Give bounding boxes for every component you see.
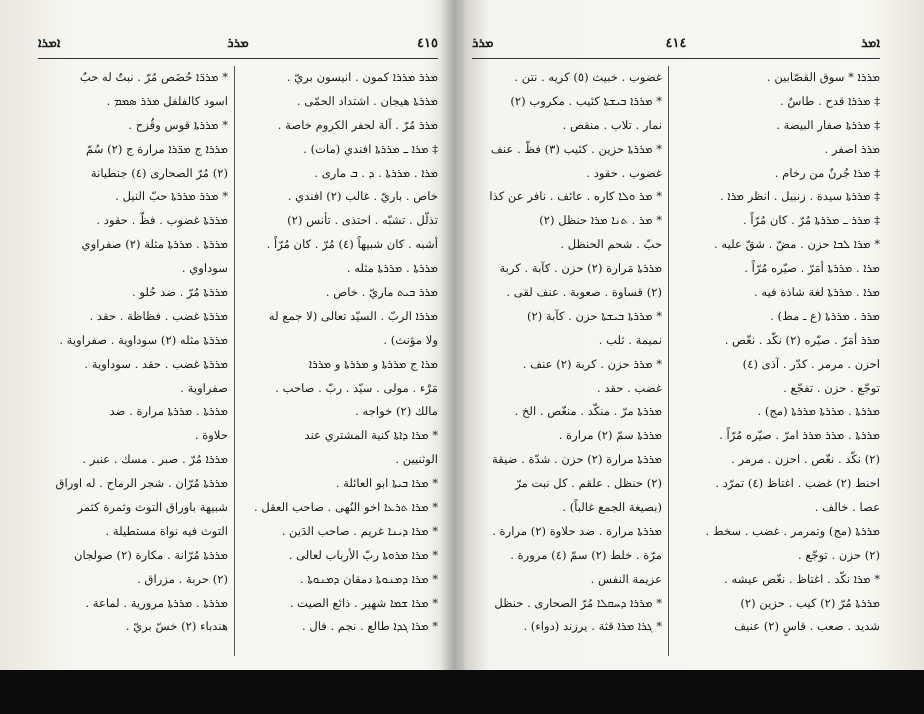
dictionary-line: شديد . صعب . قاسٍ (٢) عنيف xyxy=(734,619,880,634)
left-page xyxy=(38,36,438,656)
dictionary-line: ܡܪܪܐ الربّ . السيّد تعالى (لا جمع له xyxy=(268,308,438,323)
dictionary-line: ܡܪܪܬܐ . ܡܪܪܬܐ مرارة . ضد xyxy=(109,404,228,419)
dictionary-line: ܡܪܪ مُرّ . آلة لحفر الكروم خاصة . xyxy=(277,117,438,132)
right-header-rule xyxy=(472,58,880,59)
dictionary-line: ܡܪܪܐ ج ܡܪ̈ܪܐ مرارة ج (٢) سُمّ xyxy=(85,141,228,156)
dictionary-line: ܡܪܐ . ܡܪܪܬܐ أمَرّ . صيّره مُرّاً . xyxy=(744,261,880,276)
left-page-column-a xyxy=(248,66,438,639)
dictionary-line: * ܡܪܐ ܡܪܘܬܐ ربّ الأرباب لعالى . xyxy=(288,547,438,562)
dictionary-line: أشبه . كان شبيهاً (٤) مُرّ . كان مُرّاً . xyxy=(266,237,438,252)
dictionary-line: ܡܪܪܬܐ . ܡܪܪܬܐ مرورية . لماعة . xyxy=(85,595,228,610)
dictionary-line: ‡ ܡܪܪܐ قدح . طاسٌ . xyxy=(780,93,880,108)
dictionary-line: حلاوة . xyxy=(194,428,228,443)
left-page-column-b xyxy=(38,66,228,639)
left-header-rule xyxy=(38,58,438,59)
dictionary-line: صفراوية . xyxy=(180,380,228,395)
dictionary-line: ܡܪܪܬܐ مُرّ (٢) كيب . حزين (٢) xyxy=(740,595,880,610)
dictionary-line: خاص . باريّ . غالب (٢) افندي . xyxy=(287,189,438,204)
dictionary-line: ܡܪܪܬܐ مُرّان . شجر الرماح . له اوراق xyxy=(55,476,228,491)
dictionary-line: التوث فيه نواة مستطيلة . xyxy=(105,523,228,538)
dictionary-line: ܡܪܐ ج ܡܪܪܬܐ و ܡܪܪܬܐ و ܡܪܪܐ xyxy=(308,356,438,371)
dictionary-line: ܡܪܪ أمَرّ . صيّره (٢) نكّد . نغّص . xyxy=(724,332,880,347)
dictionary-line: ܡܪܪܬܐ . ܡܪܪܬܐ مثله . xyxy=(346,261,438,276)
dictionary-line: ܡܪܪ . ܡܪܪܬܐ (ع ـ مط) . xyxy=(770,308,880,323)
dictionary-line: عزيمة النفس . xyxy=(590,571,662,586)
dictionary-line: ولا مؤنث) . xyxy=(383,332,438,347)
dictionary-line: (٢) حربة . مزراق . xyxy=(137,571,228,586)
right-page-column-a xyxy=(690,66,880,639)
dictionary-line: ‡ ܡܪܐ ـ ܡܪܪܬܐ افندي (مات) . xyxy=(303,141,438,156)
dictionary-line: ܡܪܪܬܐ هيجان . اشتداد الحمّى . xyxy=(296,93,438,108)
right-header-left: ܡܪܪ xyxy=(472,36,494,51)
dictionary-line: غضب . حقد . xyxy=(596,380,662,395)
dictionary-line: * ܓܪܐ ܡܪܐ قثة . يرزند (دواء) . xyxy=(523,619,662,634)
dictionary-line: * ܡܪܪܬܐ قوس وقُزح . xyxy=(128,117,228,132)
dictionary-line: احزن . مرمر . كدّر . آذى (٤) xyxy=(742,356,880,371)
dictionary-line: عصا . خالف . xyxy=(814,500,880,515)
left-column-separator xyxy=(234,66,235,656)
dictionary-line: ‡ ܡܪܪܬܐ صفار البيضة . xyxy=(776,117,880,132)
dictionary-line: نمار . تلاب . منقص . xyxy=(562,117,662,132)
dictionary-line: * ܡܪܪܬܐ حزين . كئيب (٣) فظّ . عنف xyxy=(490,141,662,156)
dictionary-line: ܡܪܪܬܐ مثله (٢) سوداوية . صفراوية . xyxy=(59,332,228,347)
dictionary-line: * ܡܪܪ حزن . كربة (٢) عنف . xyxy=(522,356,662,371)
dictionary-line: نميمة . ثلب . xyxy=(598,332,662,347)
dictionary-line: تذلّل . تشبّه . احتذى . تأنس (٢) xyxy=(287,213,438,228)
dictionary-line: ܡܪܪ اصفر . xyxy=(824,141,880,156)
right-page-header xyxy=(472,36,880,58)
dictionary-line: ܡܪܪܬܐ غضوب . فظّ . حقود . xyxy=(96,213,228,228)
dictionary-line: ܡܪܪܬܐ مُرّانة . مكارة (٢) صولجان xyxy=(73,547,228,562)
dictionary-line: ܡܪܪܬܐ مرّ . منكّد . منغّص . الخ . xyxy=(514,404,662,419)
right-page-column-b xyxy=(472,66,662,639)
dictionary-line: مرّة . خلط (٢) سمّ (٤) مرورة . xyxy=(510,547,662,562)
dictionary-line: (٢) مُرّ الصحارى (٤) جنطيانة xyxy=(90,165,228,180)
left-page-number: ٤١٥ xyxy=(417,36,438,51)
dictionary-line: ܡܪܐ . ܡܪܪܬܐ لغة شاذة فيه . xyxy=(754,285,880,300)
dictionary-line: * ܡܪܪܐ ܒܝܫܬܐ كئيب . مكروب (٢) xyxy=(510,93,662,108)
scanner-edge-band xyxy=(0,670,924,714)
dictionary-line: (٢) قساوة . صعوبة . عنف لقى . xyxy=(506,285,662,300)
right-header-right: ܐܡܪ xyxy=(861,36,880,51)
dictionary-line: ܡܪܪܬܐ مرارة . ضد حلاوة (٢) مرارة . xyxy=(492,523,662,538)
dictionary-line: مَرْء . مولى . سيّد . ربّ . صاحب . xyxy=(275,380,438,395)
dictionary-line: ‡ ܡܪܪ ـ ܡܪܪܬܐ مُرّ . كان مُرّاً . xyxy=(742,213,880,228)
dictionary-line: ܡܪܪܬܐ مَرارة (٢) حزن . كآبة . كربة xyxy=(499,261,662,276)
dictionary-line: حبّ . شحم الحنظل . xyxy=(560,237,662,252)
dictionary-line: ܡܪܐ . ܡܪܪܬܐ . ܕ . ܒ مارى . xyxy=(314,165,438,180)
left-header-center: ܡܪܪ xyxy=(227,36,249,51)
dictionary-line: * ܡܪܐ ܕܡܢܘܬܐ دمقان ܕܡܢܘܬܐ . xyxy=(300,571,438,586)
dictionary-line: (٢) حزن . توجّع . xyxy=(797,547,880,562)
dictionary-line: * ܡܪܐ ܫܡܐ شهير . ذائع الصيت . xyxy=(289,595,438,610)
dictionary-line: ܡܪܪܬܐ (مج) وتمرمر . غضب . سخط . xyxy=(705,523,880,538)
right-page xyxy=(472,36,880,656)
dictionary-line: احنط (٢) غضب . اغتاظ (٤) تمرّد . xyxy=(715,476,880,491)
dictionary-line: * ܡܪܐ ܕܐܬܐ كنية المشتري عند xyxy=(304,428,438,443)
dictionary-line: * ܡܪܪܐ ܕܚܩܠܐ مُرّ الصحارى . حنظل xyxy=(494,595,662,610)
dictionary-line: ܡܪܪܬܐ . ܡܪܪܬܐ ܡܪܪܬܐ (مج) . xyxy=(757,404,880,419)
book-gutter xyxy=(440,0,466,670)
dictionary-line: * ܡܪܐ ܓܕܐ طالع . نجم . فال . xyxy=(301,619,438,634)
dictionary-line: ܡܪܪܬܐ . ܡܪܪܬܐ مثلة (٢) صفراوي xyxy=(81,237,228,252)
dictionary-line: ܡܪܪܬܐ غضب . فظاظة . حقد . xyxy=(89,308,228,323)
dictionary-line: * ܡܪܪܬܐ ܒܝܫܬܐ حزن . كآبة (٢) xyxy=(526,308,662,323)
dictionary-line: * ܡܪܐ ܬܪܥܐ اخو النُهى . صاحب العقل . xyxy=(253,500,438,515)
dictionary-line: غضوب . خبيث (٥) كريه . نتن . xyxy=(514,70,662,84)
dictionary-line: غضوب . حقود . xyxy=(586,165,662,180)
dictionary-line: * ܡܪܪ̈ܐ حُضَص مُرّ . نبتٌ له حبٌ xyxy=(79,70,228,84)
dictionary-line: * ܡܪ . ܬܢܐ ܡܪܐ حنظل (٢) xyxy=(539,213,662,228)
right-column-separator xyxy=(668,66,669,656)
dictionary-line: ܡܪܪ ܒܝܬ ماريّ . خاص . xyxy=(325,285,438,300)
dictionary-line: هندباء (٢) خسّ بريّ . xyxy=(125,619,228,634)
dictionary-line: * ܡܪܐ نكّد . اغتاظ . نغّص عيشه . xyxy=(724,571,880,586)
dictionary-line: ‡ ܡܪܐ جُرنٌ من رخام . xyxy=(774,165,880,180)
dictionary-line: ܡܪܪ ܡܪܪܐ كمون . انيسون بريّ . xyxy=(286,70,438,84)
dictionary-line: مالك (٢) خواجه . xyxy=(355,404,438,419)
dictionary-line: شبيهة باوراق التوث وثمرة كثمر xyxy=(77,500,228,515)
dictionary-line: ‡ ܡܪܪܬܐ سيدة . زنبيل . انظر ܡܪܐ . xyxy=(719,189,880,204)
dictionary-line: * ܡܪܐ ܒܝܬܐ ابو العائلة . xyxy=(335,476,438,491)
dictionary-line: ܡܪܪܐ مُرّ . صبر . مسك . عنبر . xyxy=(82,452,228,467)
right-page-number: ٤١٤ xyxy=(665,36,687,51)
dictionary-line: ܡܪܪܬܐ مرارة (٢) حزن . شدّة . ضيقة xyxy=(492,452,662,467)
dictionary-line: الوثنيين . xyxy=(395,452,438,467)
left-page-header xyxy=(38,36,438,58)
dictionary-line: * ܡܪܐ ܕܝܢܐ غريم . صاحب الدَين . xyxy=(281,523,438,538)
left-header-left: ܐܡܪܐ xyxy=(38,36,61,51)
dictionary-line: ܡܪܪܬܐ غضب . حقد . سوداوية . xyxy=(84,356,228,371)
dictionary-line: ܡܪܪܬܐ . ܡܪܪ ܡܪܪ امرّ . صيّره مُرّاً . xyxy=(719,428,880,443)
dictionary-line: اسود كالفلفل ܡܪܪ ܣܡܡ . xyxy=(106,93,228,108)
dictionary-line: (٢) نكّد . نغّص . احزن . مرمر . xyxy=(731,452,880,467)
dictionary-line: ܡܪܪܬܐ سمّ (٢) مرارة . xyxy=(558,428,662,443)
dictionary-line: توجّع . حزن . تفجّع . xyxy=(783,380,880,395)
dictionary-line: * ܡܪ ܘܠܐ كاره . عائف . نافر عن كذا xyxy=(489,189,662,204)
dictionary-line: ܡܪܪܐ * سوق القصّابين . xyxy=(766,70,880,84)
dictionary-line: * ܡܪܐ ܠܒܐ حزن . مضّ . شقّ عليه . xyxy=(714,237,880,252)
dictionary-line: * ܡܪܪ ܡܪܪܬܐ حبّ النيل . xyxy=(115,189,228,204)
dictionary-line: ܡܪܪܬܐ مُرّ . ضد حُلو . xyxy=(132,285,228,300)
dictionary-line: سوداوي . xyxy=(181,261,228,276)
dictionary-line: (بصيغة الجمع غالباً) . xyxy=(562,500,662,515)
dictionary-line: (٢) حنظل . علقم . كل نبت مرّ xyxy=(515,476,662,491)
